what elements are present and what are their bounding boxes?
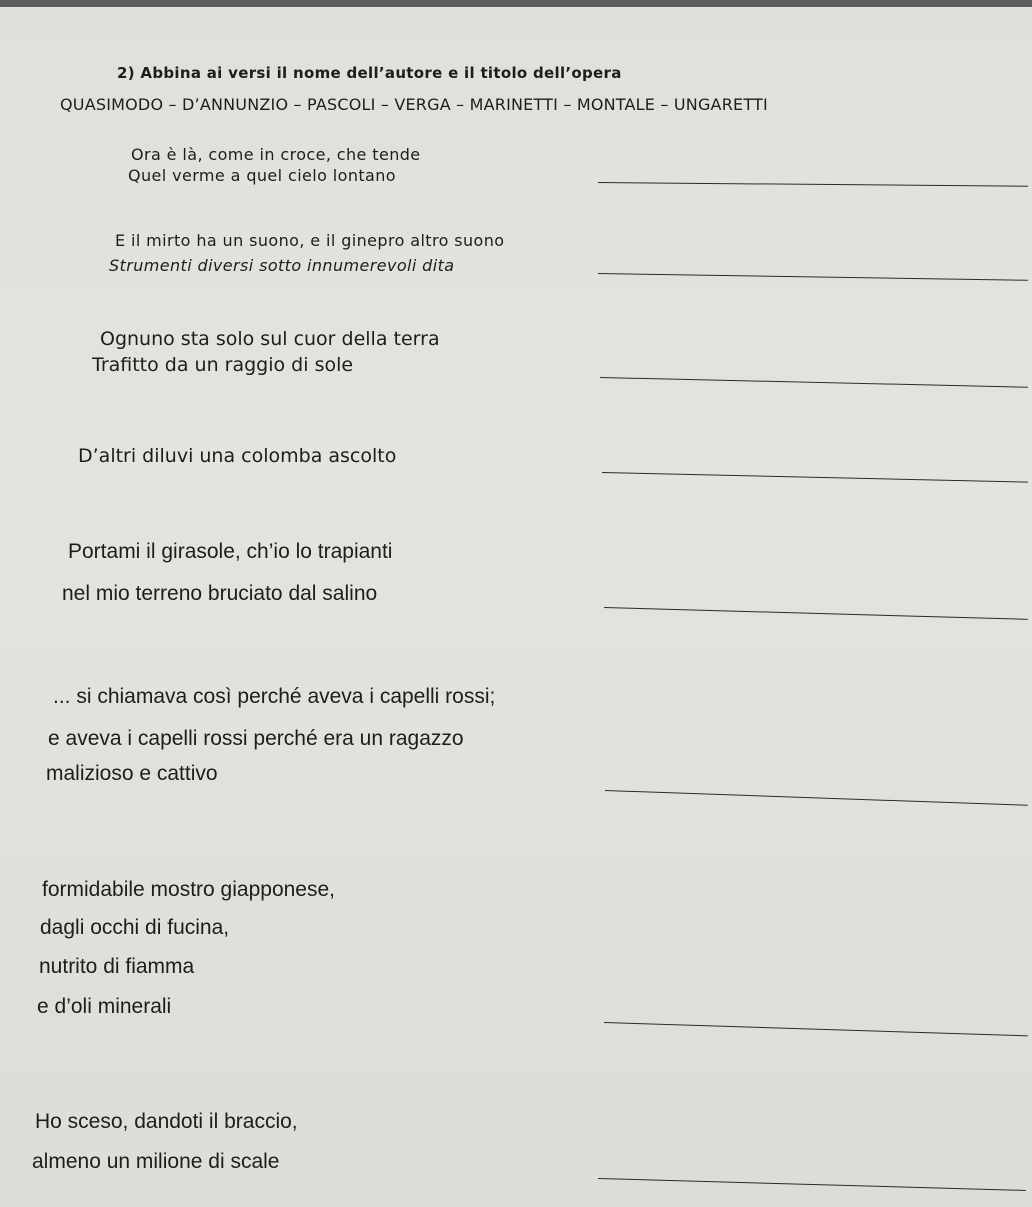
verse-line: Ognuno sta solo sul cuor della terra — [100, 328, 440, 350]
answer-line[interactable] — [604, 607, 1028, 620]
verse-line: Portami il girasole, ch’io lo trapianti — [68, 540, 393, 563]
answer-line[interactable] — [604, 1022, 1028, 1036]
verse-line: Ho sceso, dandoti il braccio, — [35, 1110, 298, 1133]
verse-line: D’altri diluvi una colomba ascolto — [78, 445, 397, 467]
verse-line: formidabile mostro giapponese, — [42, 878, 335, 901]
question-text: 2) Abbina ai versi il nome dell’autore e il titolo dell’opera — [117, 64, 622, 82]
verse-line: malizioso e cattivo — [46, 762, 218, 785]
verse-line: ... si chiamava così perché aveva i capelli rossi; — [53, 685, 496, 708]
answer-line[interactable] — [605, 790, 1028, 806]
verse-line: nel mio terreno bruciato dal salino — [62, 582, 378, 605]
answer-line[interactable] — [598, 1178, 1026, 1191]
verse-line: Strumenti diversi sotto innumerevoli dita — [109, 256, 455, 275]
answer-line[interactable] — [600, 377, 1028, 388]
page-top-edge — [0, 0, 1032, 7]
authors-list: QUASIMODO – D’ANNUNZIO – PASCOLI – VERGA – MARINETTI – MONTALE – UNGARETTI — [60, 95, 768, 114]
verse-line: almeno un milione di scale — [32, 1150, 280, 1173]
answer-line[interactable] — [602, 472, 1028, 483]
answer-line[interactable] — [598, 182, 1028, 187]
verse-line: E il mirto ha un suono, e il ginepro altro suono — [115, 231, 505, 250]
answer-line[interactable] — [598, 273, 1028, 281]
verse-line: Quel verme a quel cielo lontano — [128, 166, 396, 185]
verse-line: Trafitto da un raggio di sole — [92, 354, 354, 376]
verse-line: e d’oli minerali — [37, 995, 172, 1018]
verse-line: Ora è là, come in croce, che tende — [131, 145, 421, 164]
verse-line: nutrito di fiamma — [39, 955, 195, 978]
verse-line: dagli occhi di fucina, — [40, 916, 230, 939]
verse-line: e aveva i capelli rossi perché era un ragazzo — [48, 727, 464, 750]
